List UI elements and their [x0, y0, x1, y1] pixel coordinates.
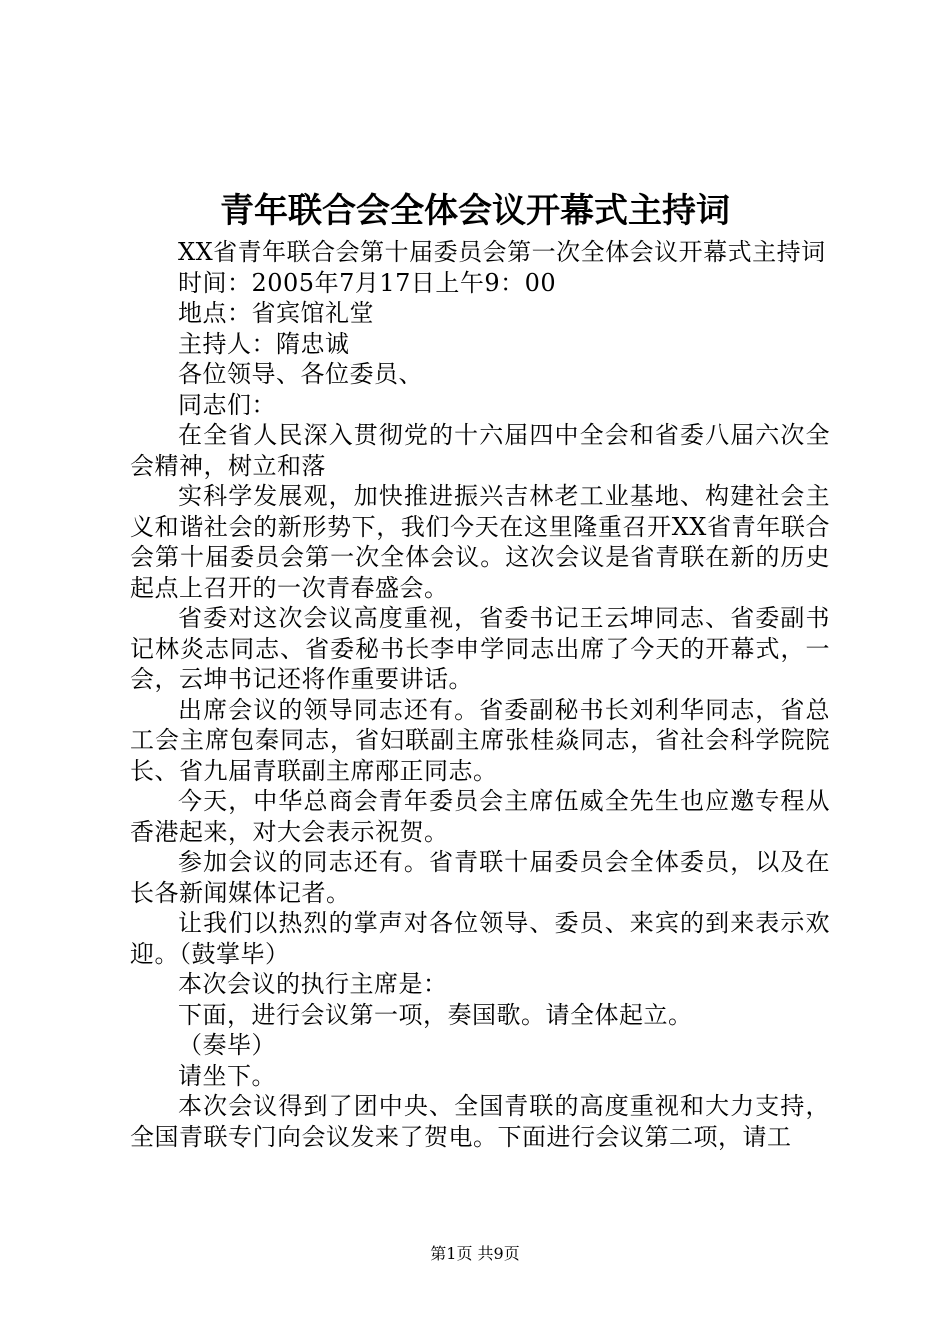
paragraph-time: 时间：2005年7月17日上午9：00: [178, 268, 557, 297]
paragraph-location: 地点：省宾馆礼堂: [178, 299, 374, 327]
paragraph-host: 主持人：隋忠诚: [178, 329, 350, 358]
paragraph: 今天，中华总商会青年委员会主席伍威全先生也应邀专程从香港起来，对大会表示祝贺。: [130, 787, 830, 846]
paragraph: 让我们以热烈的掌声对各位领导、委员、来宾的到来表示欢迎。（鼓掌毕）: [130, 909, 830, 968]
paragraph-greeting-1: 各位领导、各位委员、: [178, 360, 423, 388]
document-title: 青年联合会全体会议开幕式主持词: [220, 191, 730, 231]
paragraph: 出席会议的领导同志还有。省委副秘书长刘利华同志，省总工会主席包秦同志，省妇联副主席张桂焱同志，省社会科学院院长、省九届青联副主席邴正同志。: [130, 695, 830, 785]
paragraph: 实科学发展观，加快推进振兴吉林老工业基地、构建社会主义和谐社会的新形势下，我们今天在这里隆重召开XX省青年联合会第十届委员会第一次全体会议。这次会议是省青联在新的历史起点上召开的一次青春盛会。: [130, 482, 830, 602]
page-number-footer: 第1页 共9页: [430, 1244, 520, 1263]
paragraph: （奏毕）: [178, 1031, 276, 1059]
paragraph: 在全省人民深入贯彻党的十六届四中全会和省委八届六次全会精神，树立和落: [130, 421, 830, 480]
paragraph: 省委对这次会议高度重视，省委书记王云坤同志、省委副书记林炎志同志、省委秘书长李申学同志出席了今天的开幕式，一会，云坤书记还将作重要讲话。: [130, 604, 830, 693]
paragraph: 下面，进行会议第一项，奏国歌。请全体起立。: [178, 1000, 693, 1029]
paragraph: 本次会议得到了团中央、全国青联的高度重视和大力支持，全国青联专门向会议发来了贺电。下面进行会议第二项，请工: [130, 1092, 830, 1151]
document-body: [130, 237, 830, 1152]
paragraph-greeting-2: 同志们：: [178, 390, 276, 419]
paragraph: 参加会议的同志还有。省青联十届委员会全体委员，以及在长各新闻媒体记者。: [130, 848, 830, 907]
paragraph: 请坐下。: [178, 1061, 276, 1090]
paragraph: 本次会议的执行主席是：: [178, 970, 448, 998]
paragraph-heading: XX省青年联合会第十届委员会第一次全体会议开幕式主持词: [178, 238, 826, 266]
